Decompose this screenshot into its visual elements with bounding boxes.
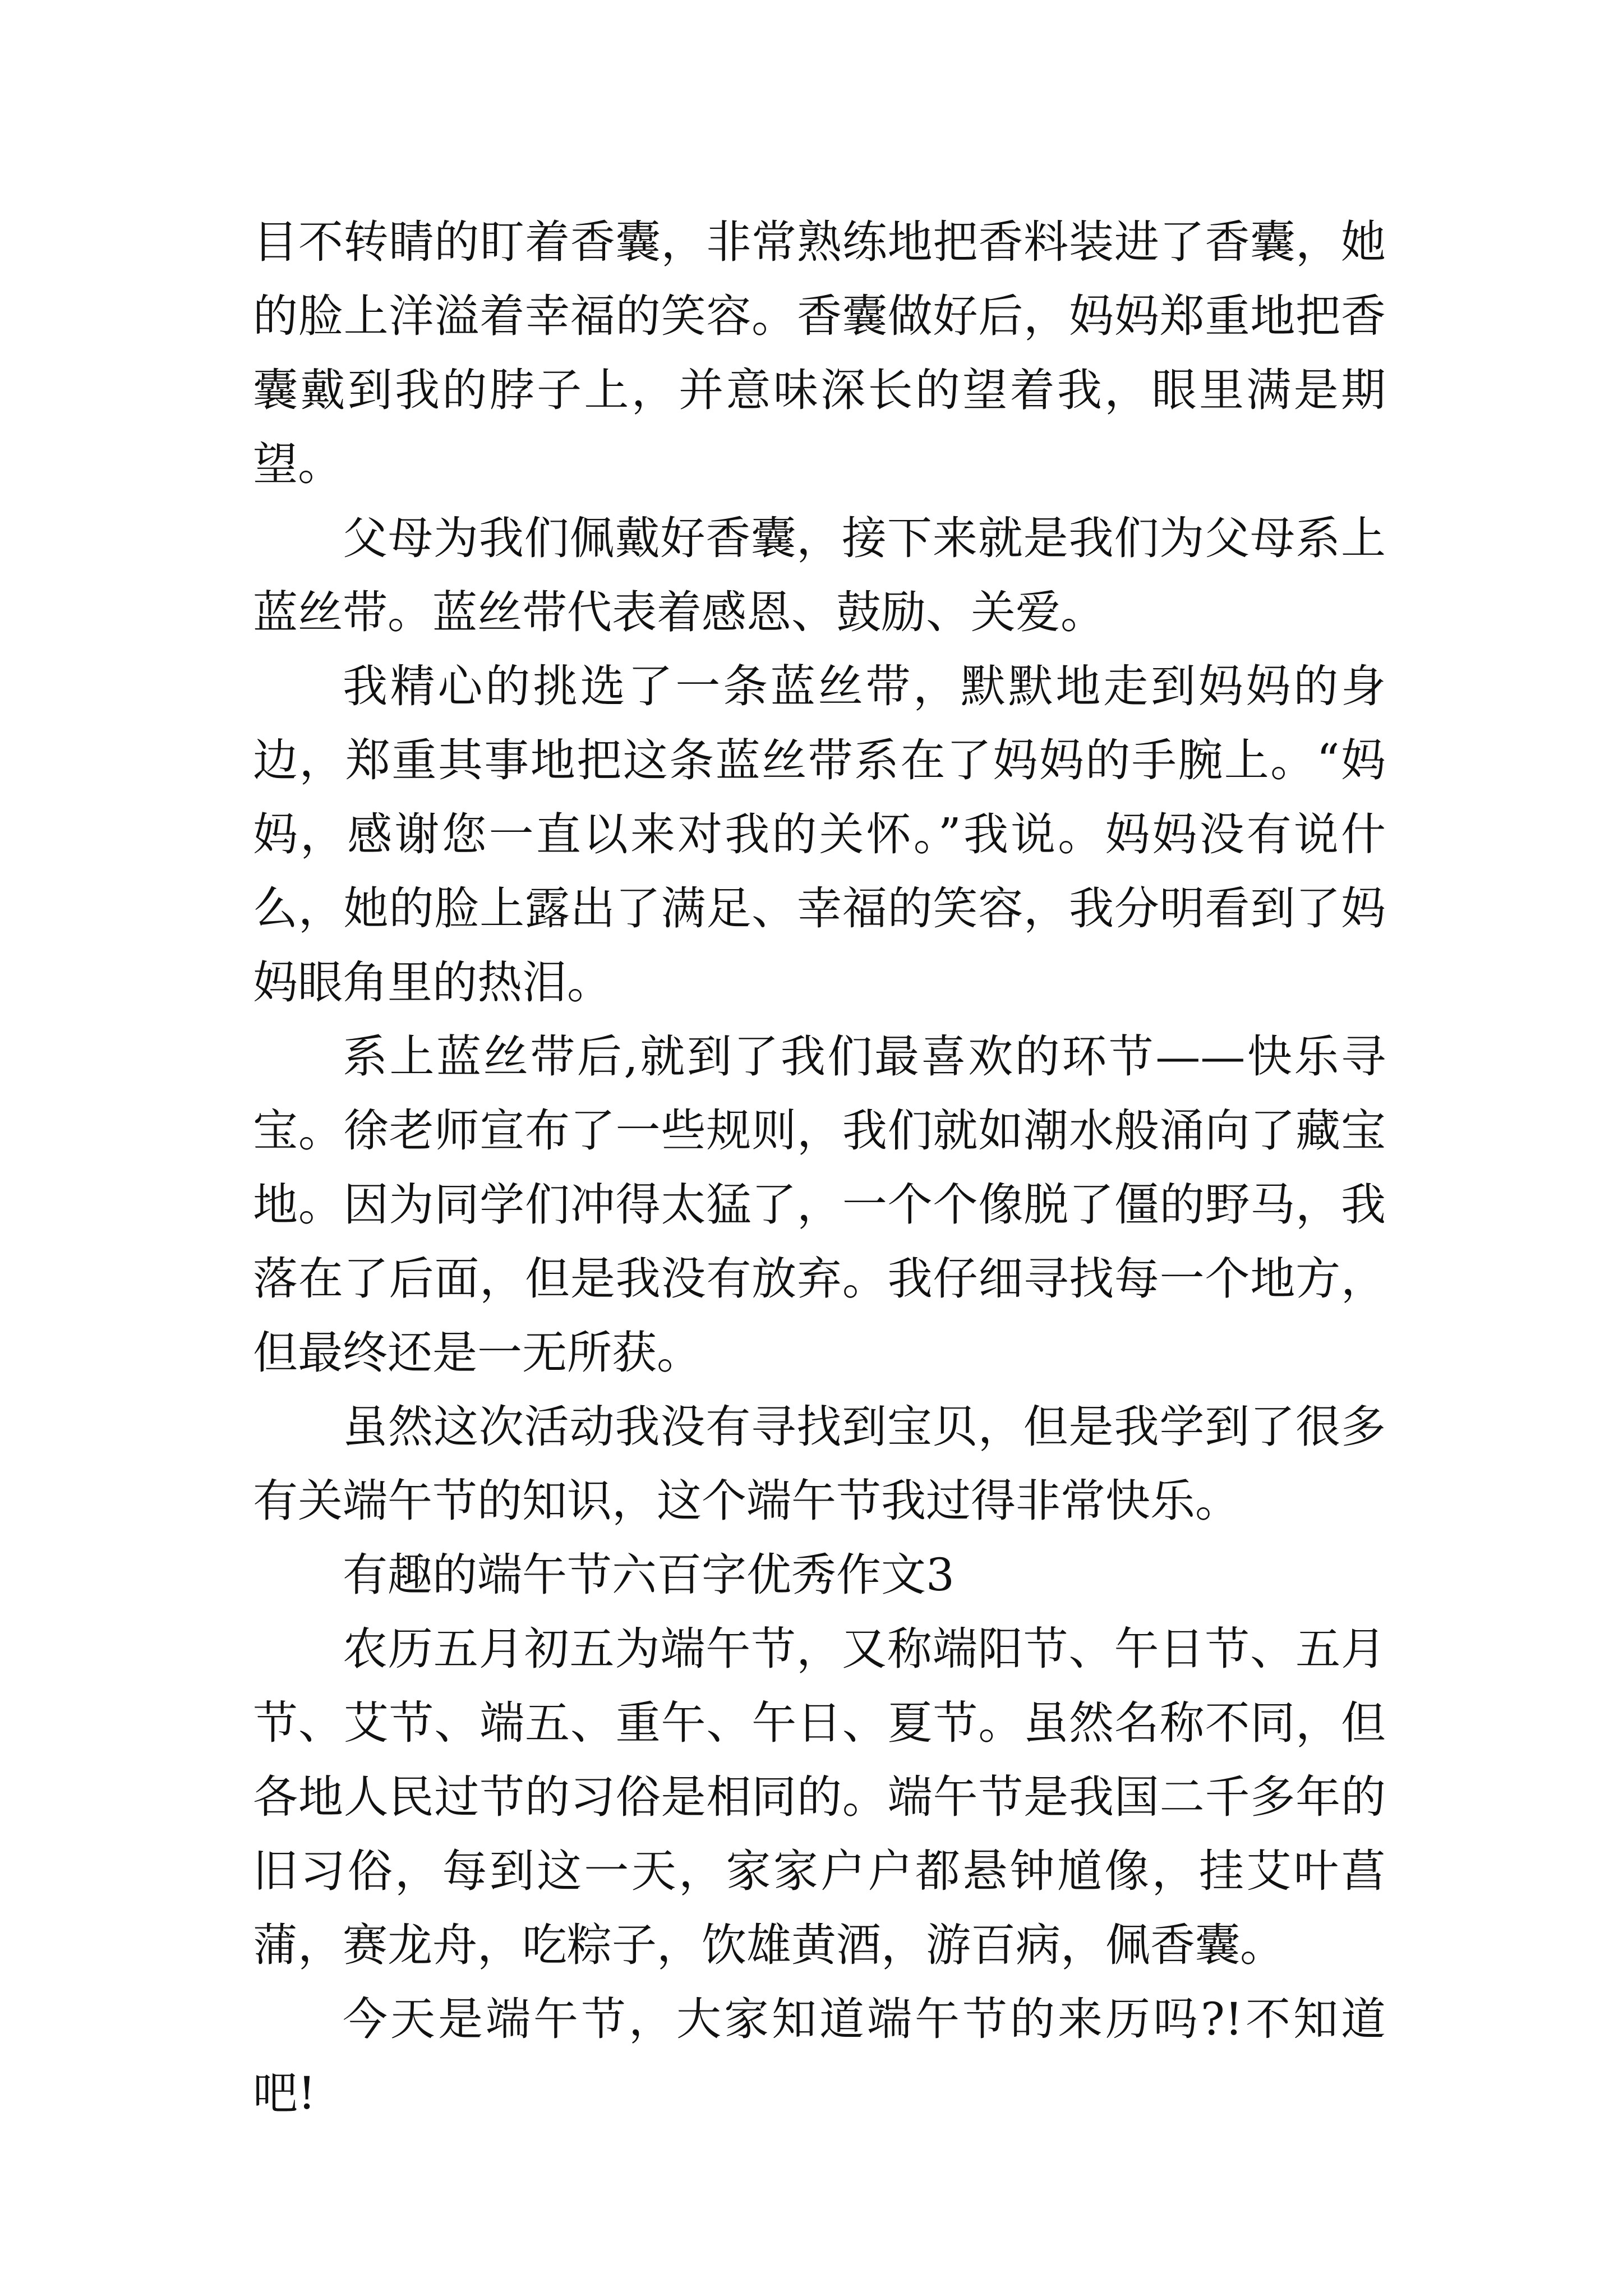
paragraph-festival-origin: 今天是端午节，大家知道端午节的来历吗?!不知道吧! xyxy=(253,1993,1386,2119)
paragraph-festival-intro: 农历五月初五为端午节，又称端阳节、午日节、五月节、艾节、端五、重午、午日、夏节。虽然名称不同，但各地人民过节的习俗是相同的。端午节是我国二千多年的旧习俗，每到这一天，家家户户都悬钟馗像，挂艾叶菖蒲，赛龙舟，吃粽子，饮雄黄酒，游百病，佩香囊。 xyxy=(253,1623,1386,1971)
paragraph-conclusion: 虽然这次活动我没有寻找到宝贝，但是我学到了很多有关端午节的知识，这个端午节我过得非常快乐。 xyxy=(253,1401,1386,1527)
paragraph-tying-ribbon: 我精心的挑选了一条蓝丝带，默默地走到妈妈的身边，郑重其事地把这条蓝丝带系在了妈妈的手腕上。“妈妈，感谢您一直以来对我的关怀。”我说。妈妈没有说什么，她的脸上露出了满足、幸福的笑容，我分明看到了妈妈眼角里的热泪。 xyxy=(253,660,1386,1009)
paragraph-blue-ribbon: 父母为我们佩戴好香囊，接下来就是我们为父母系上蓝丝带。蓝丝带代表着感恩、鼓励、关爱。 xyxy=(253,512,1386,638)
paragraph-treasure-hunt: 系上蓝丝带后,就到了我们最喜欢的环节——快乐寻宝。徐老师宣布了一些规则，我们就如潮水般涌向了藏宝地。因为同学们冲得太猛了，一个个像脱了僵的野马，我落在了后面，但是我没有放弃。我仔细寻找每一个地方，但最终还是一无所获。 xyxy=(253,1030,1386,1379)
essay-heading: 有趣的端午节六百字优秀作文3 xyxy=(343,1549,955,1601)
document-body xyxy=(253,205,1386,2131)
paragraph-continuation: 目不转睛的盯着香囊，非常熟练地把香料装进了香囊，她的脸上洋溢着幸福的笑容。香囊做好后，妈妈郑重地把香囊戴到我的脖子上，并意味深长的望着我，眼里满是期望。 xyxy=(253,216,1386,490)
